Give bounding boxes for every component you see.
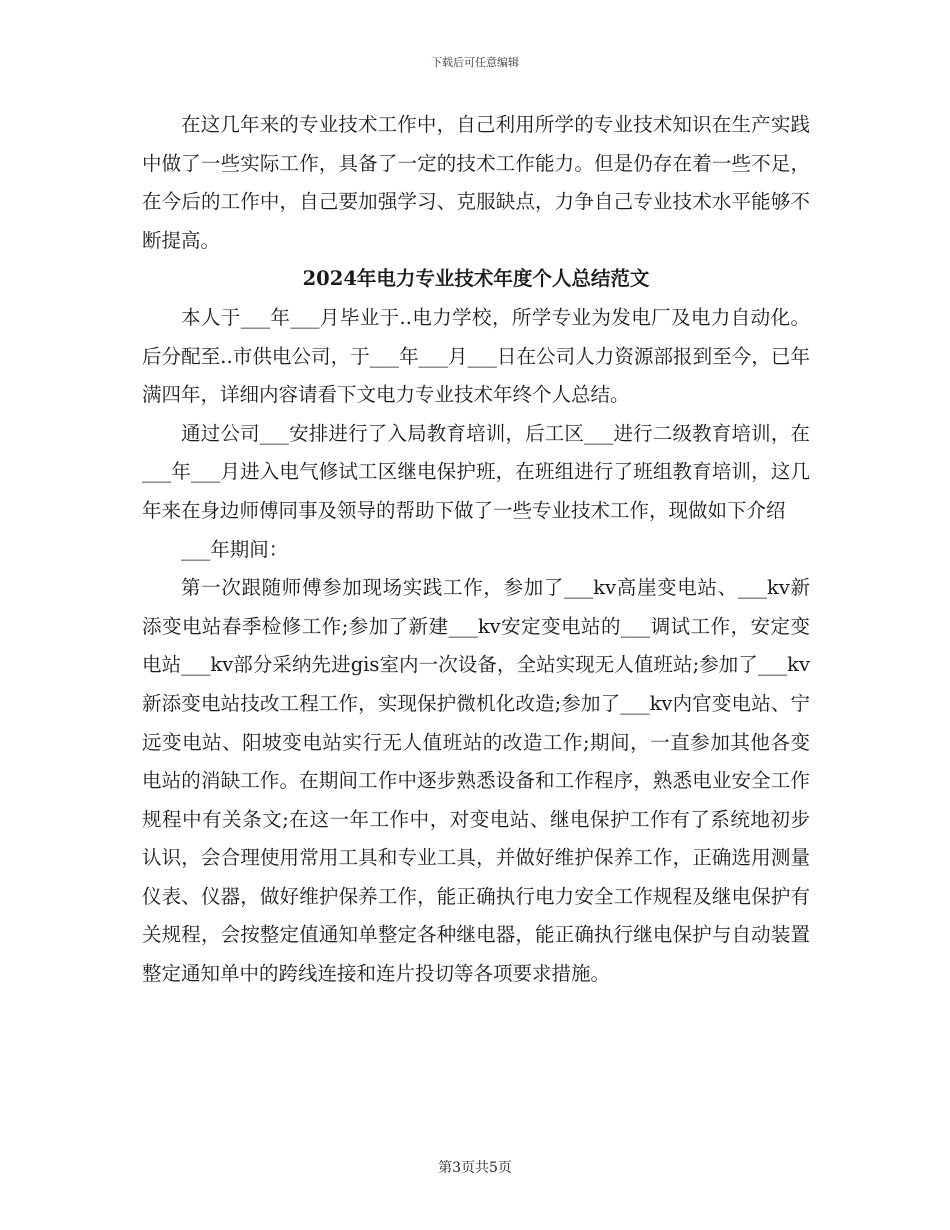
paragraph-intro: 在这几年来的专业技术工作中，自己利用所学的专业技术知识在生产实践中做了一些实际工作，具备了一定的技术工作能力。但是仍存在着一些不足，在今后的工作中，自己要加强学习、克服缺点，力争自己专业技术水平能够不断提高。	[142, 113, 810, 252]
document-body	[142, 106, 810, 994]
paragraph-period-heading: ___年期间：	[181, 537, 289, 561]
document-title: 2024年电力专业技术年度个人总结范文	[302, 267, 650, 291]
paragraph-background: 本人于___年___月毕业于..电力学校，所学专业为发电厂及电力自动化。后分配至..市供电公司，于___年___月___日在公司人力资源部报到至今，已年满四年，详细内容请看下文电力专业技术年终个人总结。	[142, 305, 810, 407]
paragraph-training: 通过公司___安排进行了入局教育培训，后工区___进行二级教育培训，在___年___月进入电气修试工区继电保护班，在班组进行了班组教育培训，这几年来在身边师傅同事及领导的帮助下做了一些专业技术工作，现做如下介绍	[142, 421, 810, 522]
page-header: 下载后可任意编辑	[431, 56, 519, 69]
paragraph-work-details: 第一次跟随师傅参加现场实践工作，参加了___kv高崖变电站、___kv新添变电站春季检修工作;参加了新建___kv安定变电站的___调试工作，安定变电站___kv部分采纳先进gis室内一次设备，全站实现无人值班站;参加了___kv新添变电站技改工程工作，实现保护微机化改造;参加了___kv内官变电站、宁远变电站、阳坡变电站实行无人值班站的改造工作;期间，一直参加其他各变电站的消缺工作。在期间工作中逐步熟悉设备和工作程序，熟悉电业安全工作规程中有关条文;在这一年工作中，对变电站、继电保护工作有了系统地初步认识，会合理使用常用工具和专业工具，并做好维护保养工作，正确选用测量仪表、仪器，做好维护保养工作，能正确执行电力安全工作规程及继电保护有关规程，会按整定值通知单整定各种继电器，能正确执行继电保护与自动装置整定通知单中的跨线连接和连片投切等各项要求措施。	[142, 576, 810, 986]
page-number: 第3页共5页	[438, 1160, 512, 1176]
